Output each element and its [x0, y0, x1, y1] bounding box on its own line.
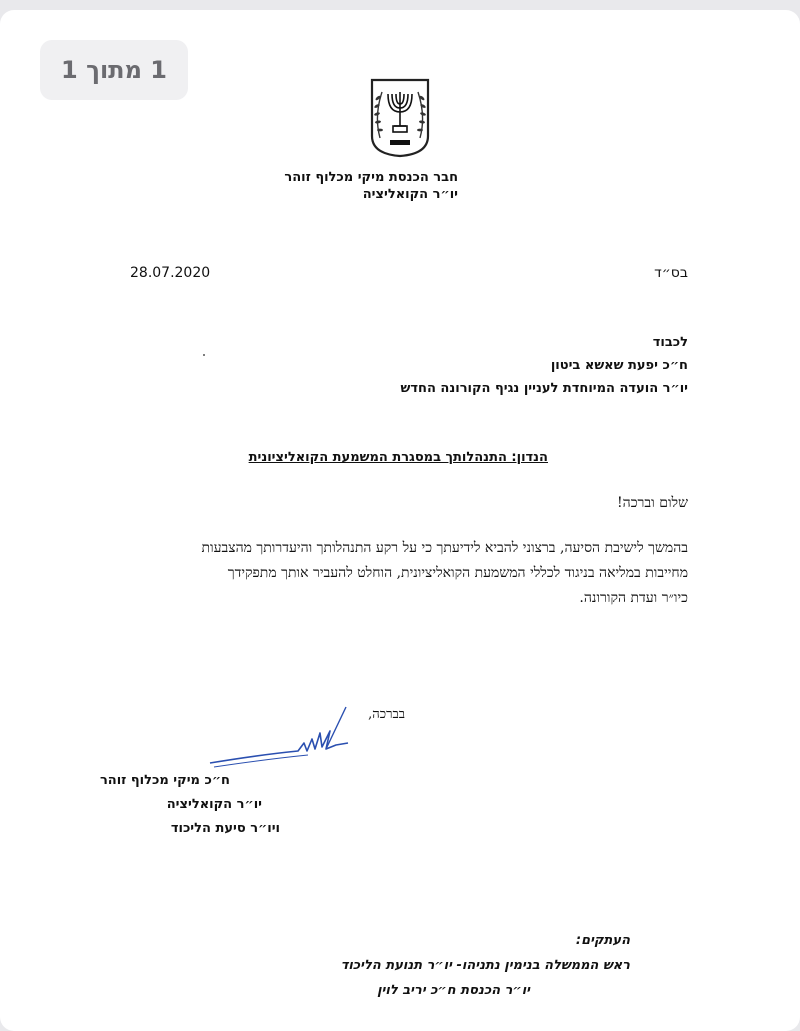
body-line: מחייבות במליאה בניגוד לכללי המשמעת הקואליציונית, הוחלט להעביר אותך מתפקידך — [227, 565, 688, 581]
page-count-badge: 1 מתוך 1 — [40, 40, 188, 100]
signer-name: ח״כ מיקי מכלוף זוהר — [99, 773, 230, 788]
greeting: שלום וברכה! — [617, 495, 688, 511]
recipient-name: ח״כ יפעת שאשא ביטון — [550, 358, 688, 373]
bsd-mark: בס״ד — [654, 265, 688, 281]
signer-title: יו״ר הקואליציה — [166, 797, 262, 812]
state-emblem-icon — [368, 78, 432, 158]
sender-title: יו״ר הקואליציה — [362, 187, 458, 202]
top-strip — [0, 0, 800, 10]
copies-item: ראש הממשלה בנימין נתניהו- יו״ר תנועת הליכוד — [340, 958, 630, 973]
sender-name: חבר הכנסת מיקי מכלוף זוהר — [284, 170, 458, 185]
copies-heading: העתקים: — [575, 933, 630, 948]
closing-blessing: בברכה, — [368, 707, 405, 722]
copies-item: יו״ר הכנסת ח״כ יריב לוין — [377, 983, 530, 998]
signer-title-2: ויו״ר סיעת הליכוד — [170, 821, 280, 836]
handwritten-signature-icon — [208, 705, 358, 770]
letter-date: 28.07.2020 — [130, 265, 211, 281]
body-line: כיו״ר ועדת הקורונה. — [579, 590, 688, 606]
letter-subject: הנדון: התנהלותך במסגרת המשמעת הקואליציונית — [248, 450, 548, 465]
body-line: בהמשך לישיבת הסיעה, ברצוני להביא לידיעתך כי על רקע התנהלותך והיעדרותך מהצבעות — [201, 540, 688, 556]
paper-speck — [203, 354, 205, 356]
recipient-salutation: לכבוד — [652, 335, 688, 350]
document-page — [0, 10, 800, 1031]
recipient-title: יו״ר הועדה המיוחדת לעניין נגיף הקורונה החדש — [400, 381, 688, 396]
